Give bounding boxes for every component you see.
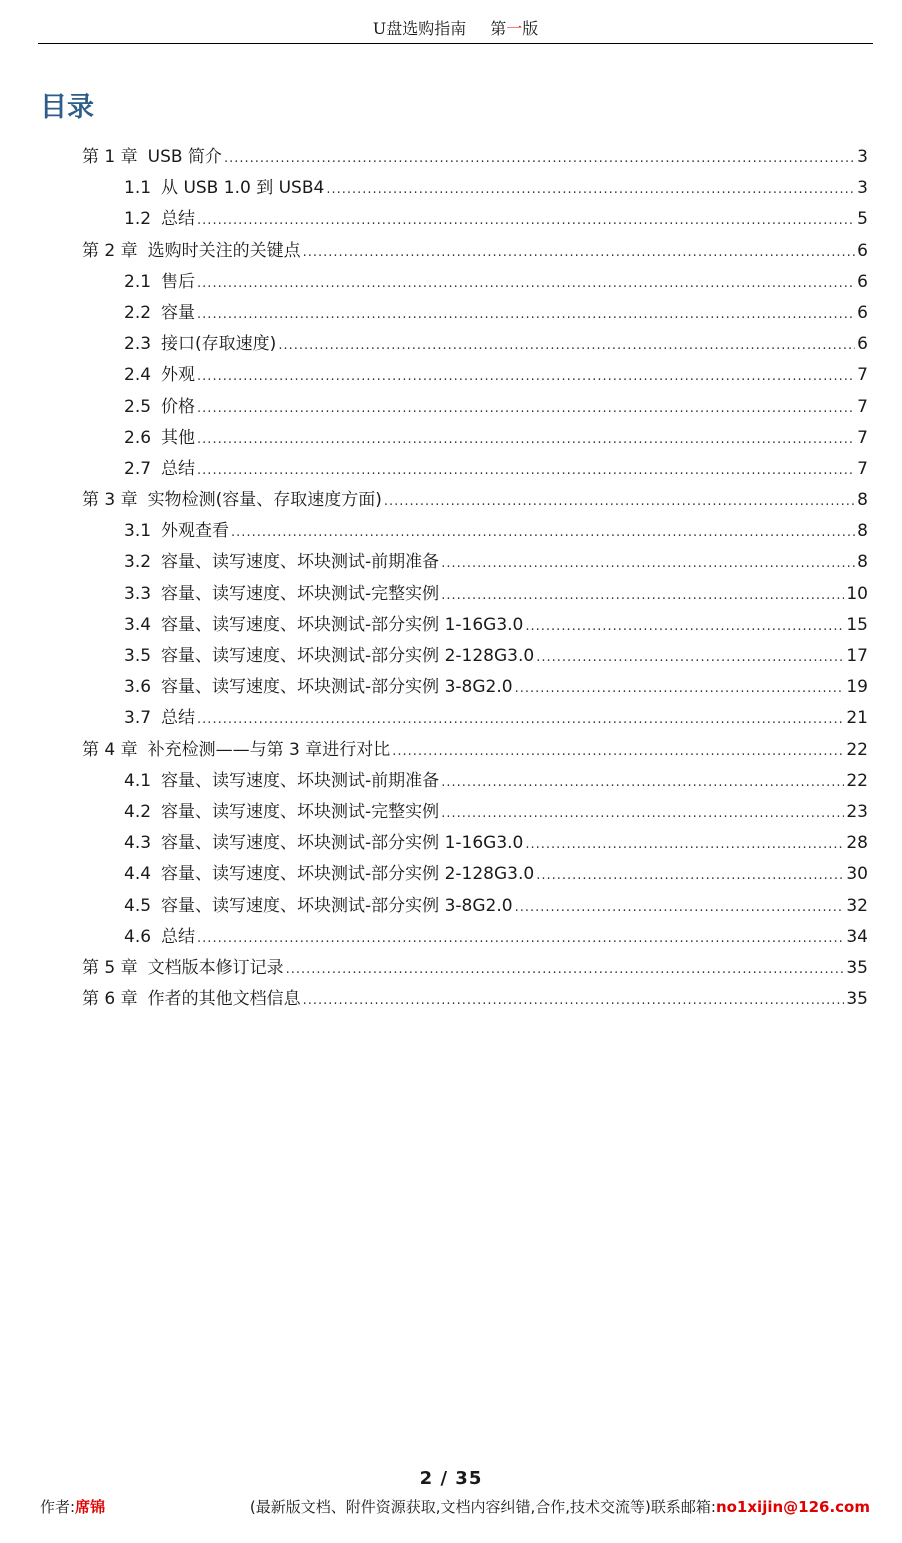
toc-entry-page: 6 [857, 302, 868, 323]
toc-entry-title: 总结 [161, 926, 196, 947]
page-footer [40, 1496, 870, 1518]
toc-entry-title: 容量、读写速度、坏块测试-部分实例 1-16G3.0 [161, 614, 524, 635]
toc-section-entry[interactable] [82, 267, 868, 298]
toc-section-entry[interactable] [82, 298, 868, 329]
toc-section-entry[interactable] [82, 454, 868, 485]
toc-entry-page: 6 [857, 271, 868, 292]
toc-section-entry[interactable] [82, 610, 868, 641]
toc-chapter-entry[interactable] [82, 485, 868, 516]
toc-entry-title: 容量、读写速度、坏块测试-前期准备 [161, 552, 440, 573]
toc-section-entry[interactable] [82, 859, 868, 890]
toc-entry-number: 3.4 [124, 614, 152, 635]
toc-entry-page: 7 [857, 458, 868, 479]
toc-dot-leader [278, 330, 855, 361]
author-name: 席锦 [75, 1498, 106, 1516]
toc-section-entry[interactable] [82, 204, 868, 235]
toc-section-entry[interactable] [82, 579, 868, 610]
toc-entry-number: 3.3 [124, 583, 152, 604]
toc-entry-page: 30 [846, 864, 868, 885]
toc-dot-leader [303, 237, 856, 268]
toc-entry-title: 总结 [161, 209, 196, 230]
table-of-contents [82, 142, 868, 1015]
toc-entry-page: 15 [846, 614, 868, 635]
toc-dot-leader [515, 892, 845, 923]
toc-entry-page: 21 [846, 708, 868, 729]
toc-dot-leader [197, 268, 855, 299]
toc-entry-number: 第 6 章 [82, 989, 138, 1010]
toc-entry-title: 容量、读写速度、坏块测试-部分实例 3-8G2.0 [161, 677, 513, 698]
toc-entry-number: 1.2 [124, 209, 152, 230]
toc-entry-number: 3.6 [124, 677, 152, 698]
toc-section-entry[interactable] [82, 173, 868, 204]
toc-entry-number: 4.4 [124, 864, 152, 885]
toc-entry-number: 3.5 [124, 646, 152, 666]
toc-dot-leader [197, 424, 855, 455]
footer-author [40, 1496, 105, 1518]
toc-dot-leader [303, 985, 845, 1016]
toc-entry-title: 容量、读写速度、坏块测试-完整实例 [161, 583, 440, 604]
toc-dot-leader [197, 393, 855, 424]
header-edition-mark: 一 [506, 19, 523, 38]
toc-entry-title: 其他 [161, 427, 196, 448]
toc-entry-title: 容量、读写速度、坏块测试-部分实例 3-8G2.0 [161, 895, 513, 916]
toc-chapter-entry[interactable] [82, 953, 868, 984]
toc-section-entry[interactable] [82, 423, 868, 454]
toc-entry-title: 容量、读写速度、坏块测试-部分实例 1-16G3.0 [161, 833, 524, 854]
header-edition-prefix: 第 [490, 19, 507, 38]
toc-entry-page: 10 [846, 583, 868, 604]
toc-section-entry[interactable] [82, 828, 868, 859]
toc-entry-title: 价格 [161, 396, 196, 417]
toc-entry-number: 第 2 章 [82, 240, 138, 261]
toc-entry-number: 第 1 章 [82, 147, 138, 167]
toc-chapter-entry[interactable] [82, 236, 868, 267]
toc-entry-number: 2.2 [124, 302, 152, 323]
toc-section-entry[interactable] [82, 547, 868, 578]
toc-entry-number: 2.1 [124, 271, 152, 292]
toc-entry-title: 容量、读写速度、坏块测试-完整实例 [161, 801, 440, 822]
toc-entry-number: 2.7 [124, 458, 152, 479]
toc-chapter-entry[interactable] [82, 984, 868, 1015]
toc-entry-title: 容量、读写速度、坏块测试-前期准备 [161, 770, 440, 791]
toc-section-entry[interactable] [82, 766, 868, 797]
toc-dot-leader [231, 517, 855, 548]
toc-section-entry[interactable] [82, 703, 868, 734]
toc-entry-page: 7 [857, 396, 868, 417]
toc-entry-number: 4.2 [124, 801, 152, 822]
toc-entry-page: 23 [846, 801, 868, 822]
toc-entry-page: 3 [857, 178, 868, 199]
toc-entry-page: 17 [846, 646, 868, 666]
toc-entry-number: 3.1 [124, 521, 152, 542]
toc-entry-page: 6 [857, 240, 868, 261]
toc-dot-leader [197, 923, 844, 954]
toc-entry-page: 5 [857, 209, 868, 230]
toc-dot-leader [441, 580, 844, 611]
toc-section-entry[interactable] [82, 329, 868, 360]
toc-entry-page: 7 [857, 365, 868, 386]
toc-entry-title: 实物检测(容量、存取速度方面) [147, 490, 382, 511]
toc-entry-title: 总结 [161, 458, 196, 479]
toc-entry-number: 4.5 [124, 895, 152, 916]
header-edition-suffix: 版 [522, 19, 539, 38]
toc-entry-number: 3.2 [124, 552, 152, 573]
toc-entry-page: 22 [846, 770, 868, 791]
toc-entry-page: 22 [846, 739, 868, 760]
toc-section-entry[interactable] [82, 797, 868, 828]
toc-dot-leader [515, 673, 845, 704]
toc-entry-title: 售后 [161, 271, 196, 292]
toc-dot-leader [197, 299, 855, 330]
toc-section-entry[interactable] [82, 392, 868, 423]
toc-entry-number: 3.7 [124, 708, 152, 729]
toc-entry-title: 文档版本修订记录 [147, 957, 284, 978]
toc-section-entry[interactable] [82, 672, 868, 703]
toc-entry-title: 容量、读写速度、坏块测试-部分实例 2-128G3.0 [161, 864, 535, 885]
toc-entry-page: 32 [846, 895, 868, 916]
toc-chapter-entry[interactable] [82, 735, 868, 766]
toc-entry-title: 补充检测——与第 3 章进行对比 [147, 739, 391, 760]
toc-dot-leader [286, 954, 845, 985]
toc-entry-number: 4.6 [124, 926, 152, 947]
toc-dot-leader [441, 767, 844, 798]
toc-dot-leader [392, 736, 844, 767]
header-title: U盘选购指南 [372, 19, 467, 38]
toc-entry-number: 第 5 章 [82, 957, 138, 978]
toc-entry-title: 容量 [161, 302, 196, 323]
toc-dot-leader [525, 611, 844, 642]
toc-dot-leader [326, 174, 855, 205]
toc-entry-title: 选购时关注的关键点 [147, 240, 301, 261]
toc-dot-leader [441, 548, 855, 579]
toc-section-entry[interactable] [82, 360, 868, 391]
toc-entry-number: 4.3 [124, 833, 152, 854]
toc-dot-leader [197, 455, 855, 486]
toc-title: 目录 [40, 92, 94, 123]
toc-entry-page: 35 [846, 957, 868, 978]
toc-entry-page: 3 [857, 147, 868, 167]
author-label: 作者: [40, 1498, 76, 1516]
toc-dot-leader [384, 486, 855, 517]
toc-entry-title: 接口(存取速度) [161, 334, 277, 355]
toc-dot-leader [536, 860, 844, 891]
toc-dot-leader [224, 143, 855, 174]
contact-text: (最新版文档、附件资源获取,文档内容纠错,合作,技术交流等)联系邮箱: [249, 1498, 716, 1516]
toc-entry-page: 7 [857, 427, 868, 448]
toc-entry-title: 外观查看 [161, 521, 230, 542]
toc-dot-leader [197, 704, 844, 735]
toc-entry-page: 19 [846, 677, 868, 698]
toc-entry-number: 2.5 [124, 396, 152, 417]
toc-entry-title: 容量、读写速度、坏块测试-部分实例 2-128G3.0 [161, 646, 535, 666]
toc-dot-leader [441, 798, 844, 829]
toc-entry-page: 6 [857, 334, 868, 355]
toc-dot-leader [197, 361, 855, 392]
toc-entry-title: 从 USB 1.0 到 USB4 [161, 178, 325, 199]
toc-chapter-entry[interactable] [82, 142, 868, 173]
toc-entry-title: 外观 [161, 365, 196, 386]
toc-section-entry[interactable] [82, 516, 868, 547]
toc-entry-number: 4.1 [124, 770, 152, 791]
contact-email[interactable]: no1xijin@126.com [715, 1498, 870, 1516]
toc-entry-number: 2.3 [124, 334, 152, 355]
page-number: 2 / 35 [419, 1468, 483, 1489]
toc-entry-title: 总结 [161, 708, 196, 729]
toc-entry-number: 2.6 [124, 427, 152, 448]
toc-entry-page: 8 [857, 552, 868, 573]
page-header [38, 16, 873, 44]
toc-section-entry[interactable] [82, 891, 868, 922]
toc-dot-leader [536, 642, 844, 673]
toc-dot-leader [197, 205, 855, 236]
toc-entry-page: 8 [857, 521, 868, 542]
toc-entry-number: 第 4 章 [82, 739, 138, 760]
toc-entry-number: 1.1 [124, 178, 152, 199]
toc-entry-page: 8 [857, 490, 868, 511]
toc-entry-title: 作者的其他文档信息 [147, 989, 301, 1010]
footer-contact [250, 1496, 870, 1518]
toc-section-entry[interactable] [82, 922, 868, 953]
toc-entry-page: 28 [846, 833, 868, 854]
toc-section-entry[interactable] [82, 641, 868, 672]
toc-entry-page: 35 [846, 989, 868, 1010]
toc-entry-title: USB 简介 [147, 147, 222, 167]
toc-entry-page: 34 [846, 926, 868, 947]
toc-entry-number: 2.4 [124, 365, 152, 386]
toc-entry-number: 第 3 章 [82, 490, 138, 511]
toc-dot-leader [525, 829, 844, 860]
